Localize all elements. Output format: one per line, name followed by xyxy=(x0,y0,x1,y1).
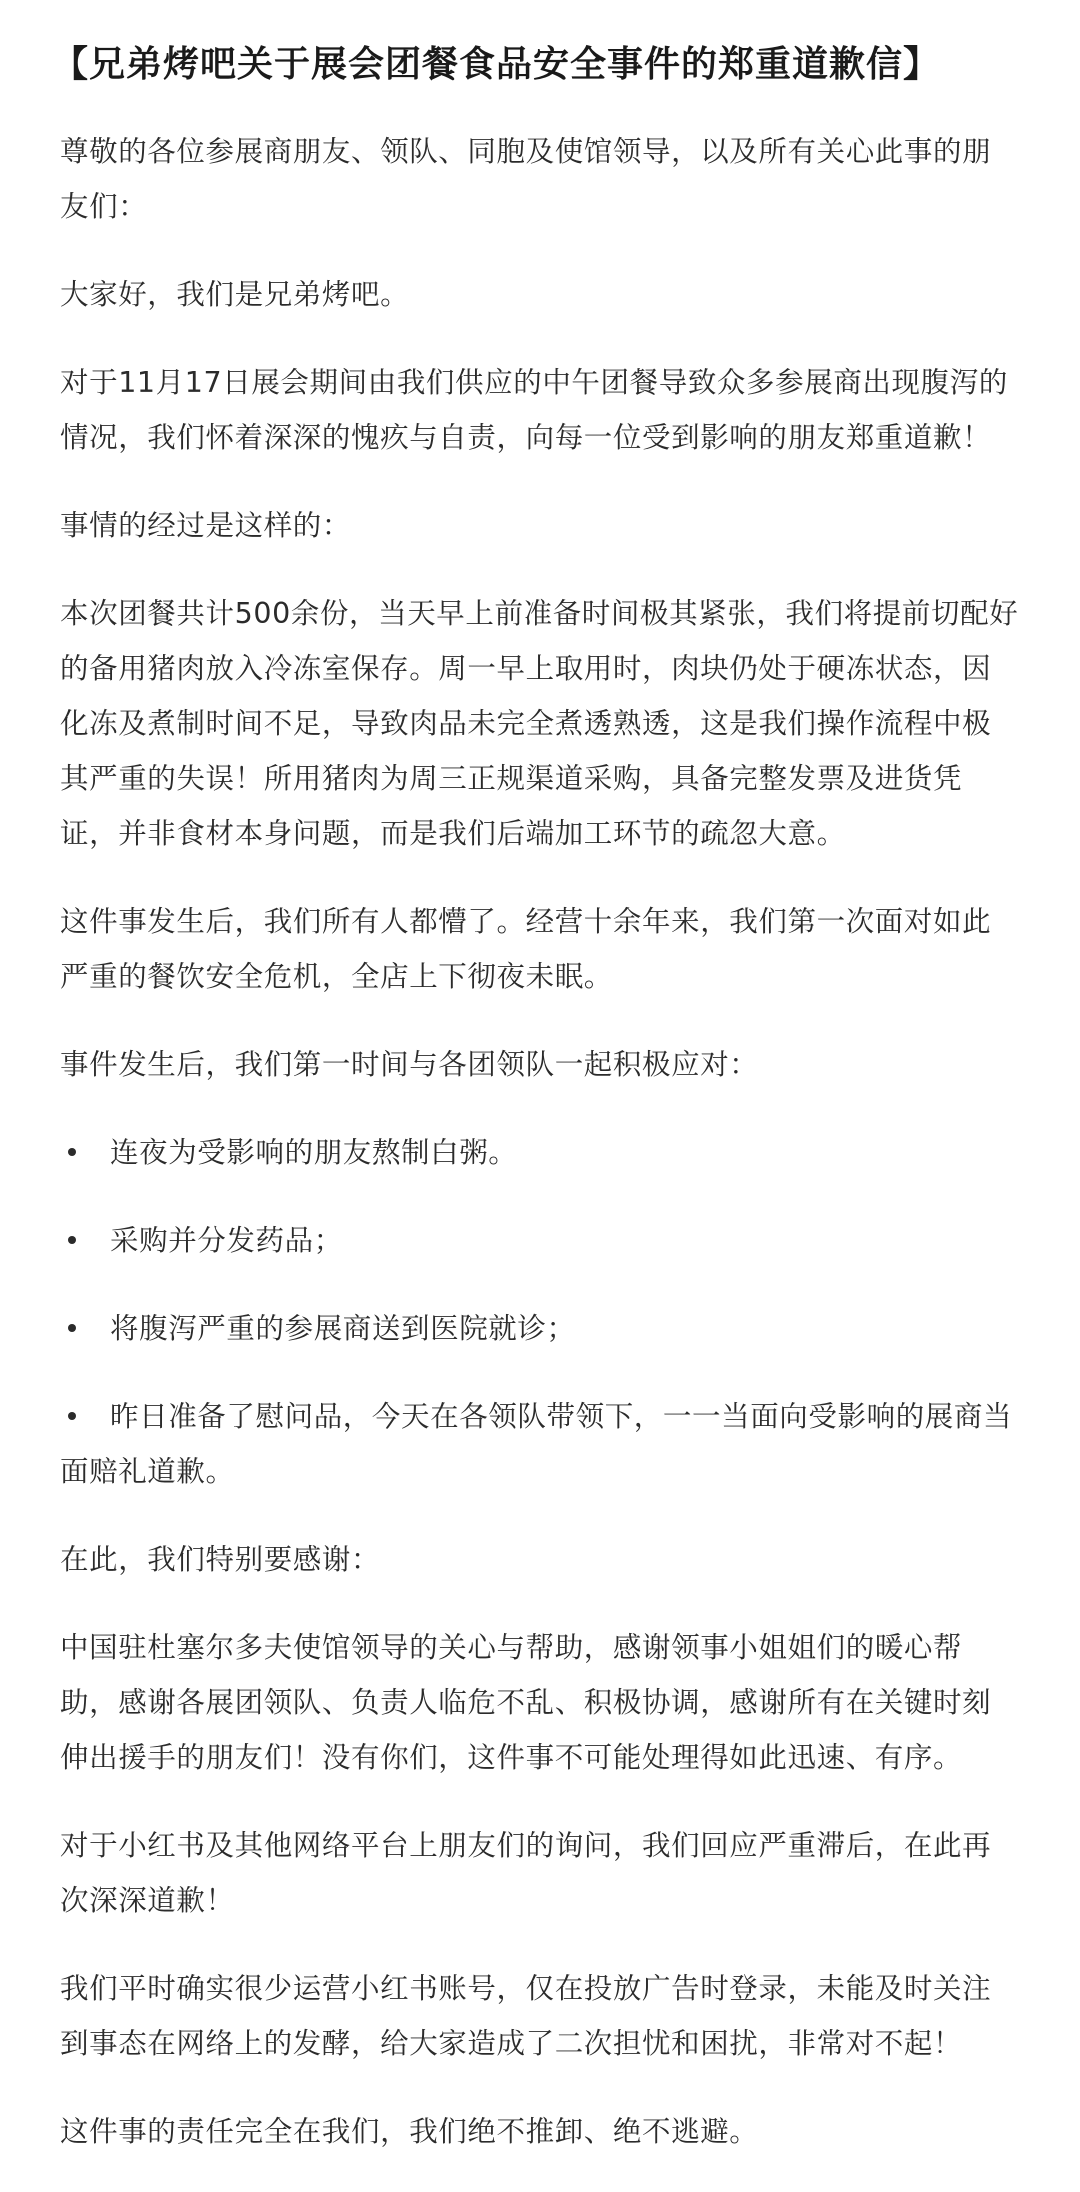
response-intro: 事件发生后，我们第一时间与各团领队一起积极应对： xyxy=(60,1048,759,1081)
responsibility-paragraph: 这件事的责任完全在我们，我们绝不推卸、绝不逃避。 xyxy=(60,2115,759,2148)
list-item xyxy=(60,1389,1020,1499)
apology-paragraph: 对于11月17日展会期间由我们供应的中午团餐导致众多参展商出现腹泻的情况，我们怀着深深的愧疚与自责，向每一位受到影响的朋友郑重道歉！ xyxy=(60,366,1008,454)
online-apology-paragraph: 对于小红书及其他网络平台上朋友们的询问，我们回应严重滞后，在此再次深深道歉！ xyxy=(60,1829,992,1917)
letter-title: 【兄弟烤吧关于展会团餐食品安全事件的郑重道歉信】 xyxy=(52,44,941,85)
list-item-text: 连夜为受影响的朋友熬制白粥。 xyxy=(110,1136,518,1169)
bullet-dot-icon xyxy=(68,1148,76,1156)
list-item xyxy=(60,1125,1020,1180)
thanks-paragraph: 中国驻杜塞尔多夫使馆领导的关心与帮助，感谢领事小姐姐们的暖心帮助，感谢各展团领队、负责人临危不乱、积极协调，感谢所有在关键时刻伸出援手的朋友们！没有你们，这件事不可能处理得如此迅速、有序。 xyxy=(60,1631,992,1774)
bullet-dot-icon xyxy=(68,1412,76,1420)
account-note-paragraph: 我们平时确实很少运营小红书账号，仅在投放广告时登录，未能及时关注到事态在网络上的发酵，给大家造成了二次担忧和困扰，非常对不起！ xyxy=(60,1972,992,2060)
response-list xyxy=(60,1125,1020,1499)
bullet-dot-icon xyxy=(68,1236,76,1244)
list-item xyxy=(60,1301,1020,1356)
process-paragraph: 本次团餐共计500余份，当天早上前准备时间极其紧张，我们将提前切配好的备用猪肉放入冷冻室保存。周一早上取用时，肉块仍处于硬冻状态，因化冻及煮制时间不足，导致肉品未完全煮透熟透，这是我们操作流程中极其严重的失误！所用猪肉为周三正规渠道采购，具备完整发票及进货凭证，并非食材本身问题，而是我们后端加工环节的疏忽大意。 xyxy=(60,597,1019,850)
list-item-text: 将腹泻严重的参展商送到医院就诊； xyxy=(110,1312,576,1345)
process-intro: 事情的经过是这样的： xyxy=(60,509,352,542)
apology-letter xyxy=(52,38,1020,2192)
list-item-text: 昨日准备了慰问品，今天在各领队带领下，一一当面向受影响的展商当面赔礼道歉。 xyxy=(60,1400,1013,1488)
greeting-paragraph: 尊敬的各位参展商朋友、领队、同胞及使馆领导，以及所有关心此事的朋友们： xyxy=(60,135,992,223)
thanks-intro: 在此，我们特别要感谢： xyxy=(60,1543,381,1576)
hello-paragraph: 大家好，我们是兄弟烤吧。 xyxy=(60,278,410,311)
list-item-text: 采购并分发药品； xyxy=(110,1224,343,1257)
bullet-dot-icon xyxy=(68,1324,76,1332)
list-item xyxy=(60,1213,1020,1268)
aftermath-paragraph: 这件事发生后，我们所有人都懵了。经营十余年来，我们第一次面对如此严重的餐饮安全危机，全店上下彻夜未眠。 xyxy=(60,905,992,993)
